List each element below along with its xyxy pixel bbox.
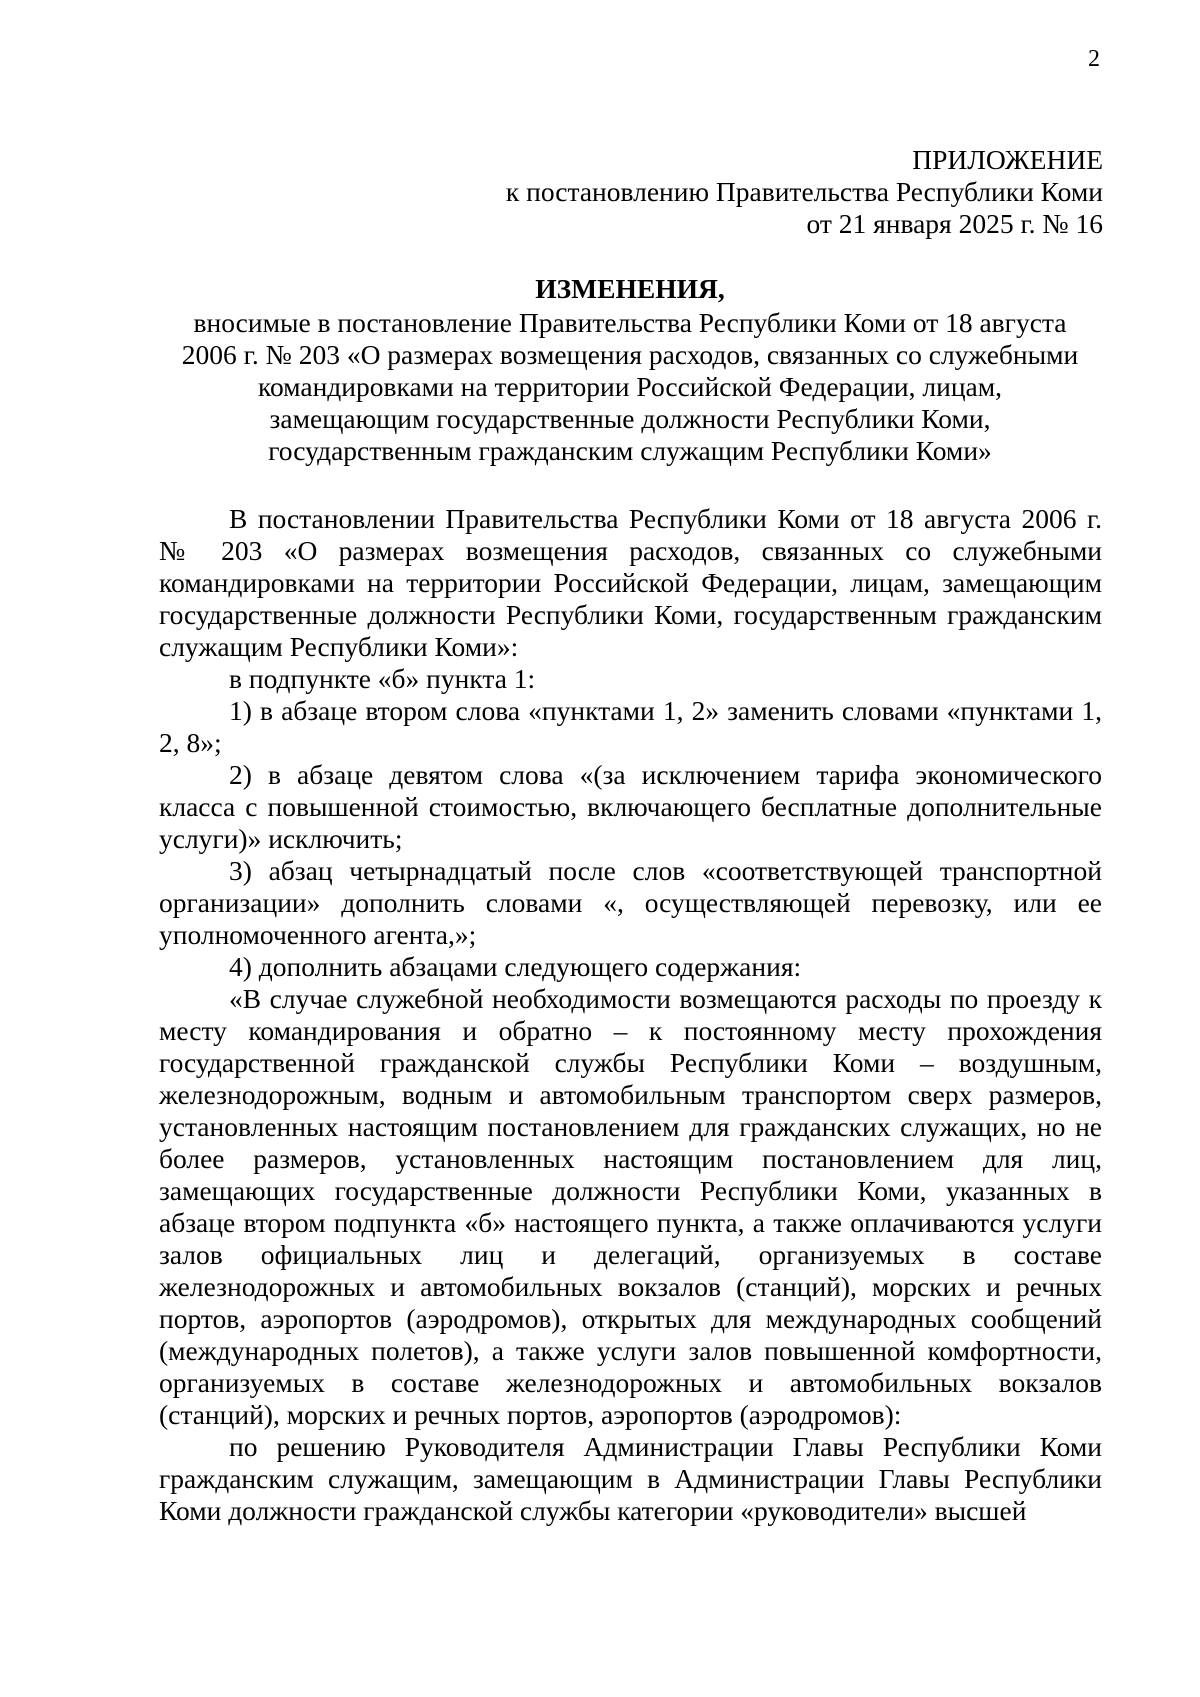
body-paragraph: В постановлении Правительства Республики Коми от 18 августа 2006 г. № 203 «О размерах возмещения расходов, связанных со служебными командировками на территории Российской Федерации, лицам, замещающим государственные должности Республики Коми, государственным гражданским служащим Республики Коми»: <box>159 503 1102 662</box>
subtitle-line: государственным гражданским служащим Республики Коми» <box>268 435 992 466</box>
document-subtitle <box>60 307 1200 467</box>
appendix-label: ПРИЛОЖЕНИЕ <box>912 144 1103 175</box>
body-paragraph: 4) дополнить абзацами следующего содержания: <box>229 951 802 982</box>
subtitle-line: командировками на территории Российской Федерации, лицам, <box>257 371 1003 402</box>
document-body <box>159 503 1102 1527</box>
subtitle-line: вносимые в постановление Правительства Республики Коми от 18 августа <box>193 307 1067 338</box>
page-number: 2 <box>1088 46 1100 72</box>
body-paragraph: «В случае служебной необходимости возмещаются расходы по проезду к месту командирования и обратно – к постоянному месту прохождения государственной гражданской службы Республики Коми – воздушным, железнодорожным, водным и автомобильным транспортом сверх размеров, установленных настоящим постановлением для гражданских служащих, но не более размеров, установленных настоящим постановлением для лиц, замещающих государственные должности Республики Коми, указанных в абзаце втором подпункта «б» настоящего пункта, а также оплачиваются услуги залов официальных лиц и делегаций, организуемых в составе железнодорожных и автомобильных вокзалов (станций), морских и речных портов, аэропортов (аэродромов), открытых для международных сообщений (международных полетов), а также услуги залов повышенной комфортности, организуемых в составе железнодорожных и автомобильных вокзалов (станций), морских и речных портов, аэропортов (аэродромов): <box>159 983 1102 1430</box>
body-paragraph: 2) в абзаце девятом слова «(за исключением тарифа экономического класса с повышенной стоимостью, включающего бесплатные дополнительные услуги)» исключить; <box>159 759 1102 854</box>
body-paragraph: в подпункте «б» пункта 1: <box>229 663 536 694</box>
appendix-header <box>506 144 1103 240</box>
subtitle-line: замещающим государственные должности Республики Коми, <box>269 403 991 434</box>
body-paragraph: 3) абзац четырнадцатый после слов «соответствующей транспортной организации» дополнить словами «, осуществляющей перевозку, или ее уполномоченного агента,»; <box>159 855 1102 950</box>
body-paragraph: 1) в абзаце втором слова «пунктами 1, 2» заменить словами «пунктами 1, 2, 8»; <box>159 695 1102 758</box>
subtitle-line: 2006 г. № 203 «О размерах возмещения расходов, связанных со служебными <box>181 339 1079 370</box>
appendix-resolution-ref: к постановлению Правительства Республики Коми <box>505 176 1103 207</box>
appendix-date-number: от 21 января 2025 г. № 16 <box>806 208 1103 239</box>
body-paragraph: по решению Руководителя Администрации Главы Республики Коми гражданским служащим, замещающим в Администрации Главы Республики Коми должности гражданской службы категории «руководители» высшей <box>159 1431 1102 1526</box>
document-title: ИЗМЕНЕНИЯ, <box>535 273 725 304</box>
